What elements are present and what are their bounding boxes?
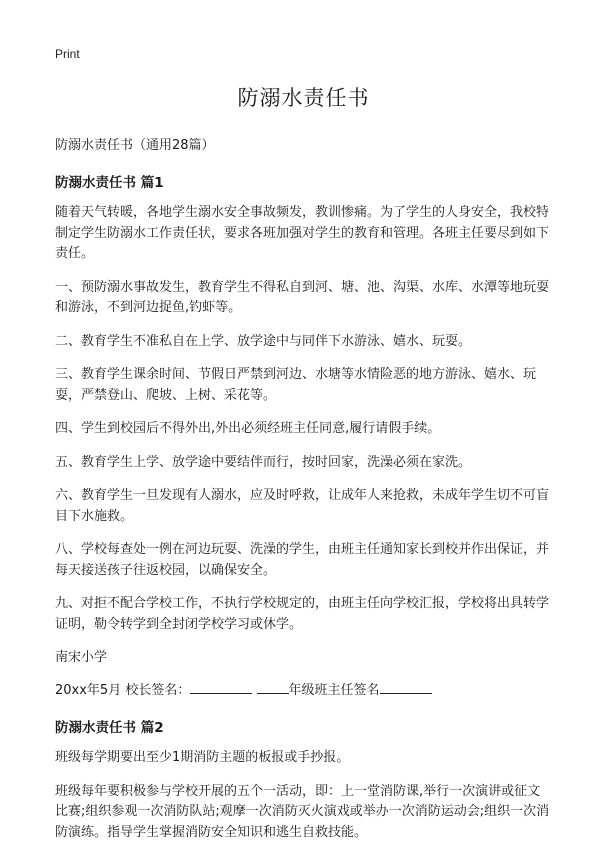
section-1-heading: 防溺水责任书 篇1	[55, 173, 552, 193]
paragraph: 九、对拒不配合学校工作，不执行学校规定的，由班主任向学校汇报，学校将出具转学证明，勒令转学到全封闭学校学习或休学。	[55, 594, 552, 635]
principal-sign-blank	[190, 679, 252, 694]
paragraph: 三、教育学生课余时间、节假日严禁到河边、水塘等水情险恶的地方游泳、嬉水、玩耍，严禁登山、爬坡、上树、采花等。	[55, 365, 552, 406]
print-link[interactable]: Print	[55, 47, 80, 61]
signature-line	[55, 679, 552, 701]
paragraph: 八、学校每查处一例在河边玩耍、洗澡的学生，由班主任通知家长到校并作出保证，并每天接送孩子往返校园，以确保安全。	[55, 540, 552, 581]
document-title: 防溺水责任书	[55, 82, 552, 114]
sign-date: 20xx年5月	[55, 683, 121, 698]
paragraph: 班级每学期要出至少1期消防主题的板报或手抄报。	[55, 748, 552, 769]
teacher-sign-blank	[380, 679, 432, 694]
paragraph: 二、教育学生不准私自在上学、放学途中与同伴下水游泳、嬉水、玩耍。	[55, 332, 552, 353]
paragraph: 六、教育学生一旦发现有人溺水，应及时呼救，让成年人来抢救，未成年学生切不可盲目下水施救。	[55, 486, 552, 527]
paragraph: 四、学生到校园后不得外出,外出必须经班主任同意,履行请假手续。	[55, 419, 552, 440]
document-subtitle: 防溺水责任书（通用28篇）	[55, 136, 552, 156]
paragraph: 班级每年要积极参与学校开展的五个一活动，即：上一堂消防课,举行一次演讲或征文比赛;组织参观一次消防队站;观摩一次消防灭火演戏或举办一次消防运动会;组织一次消防演练。指导学生掌握消防安全知识和逃生自救技能。	[55, 782, 552, 843]
school-name: 南宋小学	[55, 648, 552, 668]
grade-blank	[257, 679, 289, 694]
teacher-sign-label: 年级班主任签名	[289, 683, 380, 698]
section-2-heading: 防溺水责任书 篇2	[55, 718, 552, 738]
paragraph: 五、教育学生上学、放学途中要结伴而行，按时回家，洗澡必须在家洗。	[55, 453, 552, 474]
principal-sign-label: 校长签名：	[125, 683, 190, 698]
paragraph: 随着天气转暖，各地学生溺水安全事故频发，教训惨痛。为了学生的人身安全，我校特制定学生防溺水工作责任状，要求各班加强对学生的教育和管理。各班主任要尽到如下责任。	[55, 203, 552, 265]
paragraph: 一、预防溺水事故发生，教育学生不得私自到河、塘、池、沟渠、水库、水潭等地玩耍和游泳，不到河边捉鱼,钓虾等。	[55, 278, 552, 319]
